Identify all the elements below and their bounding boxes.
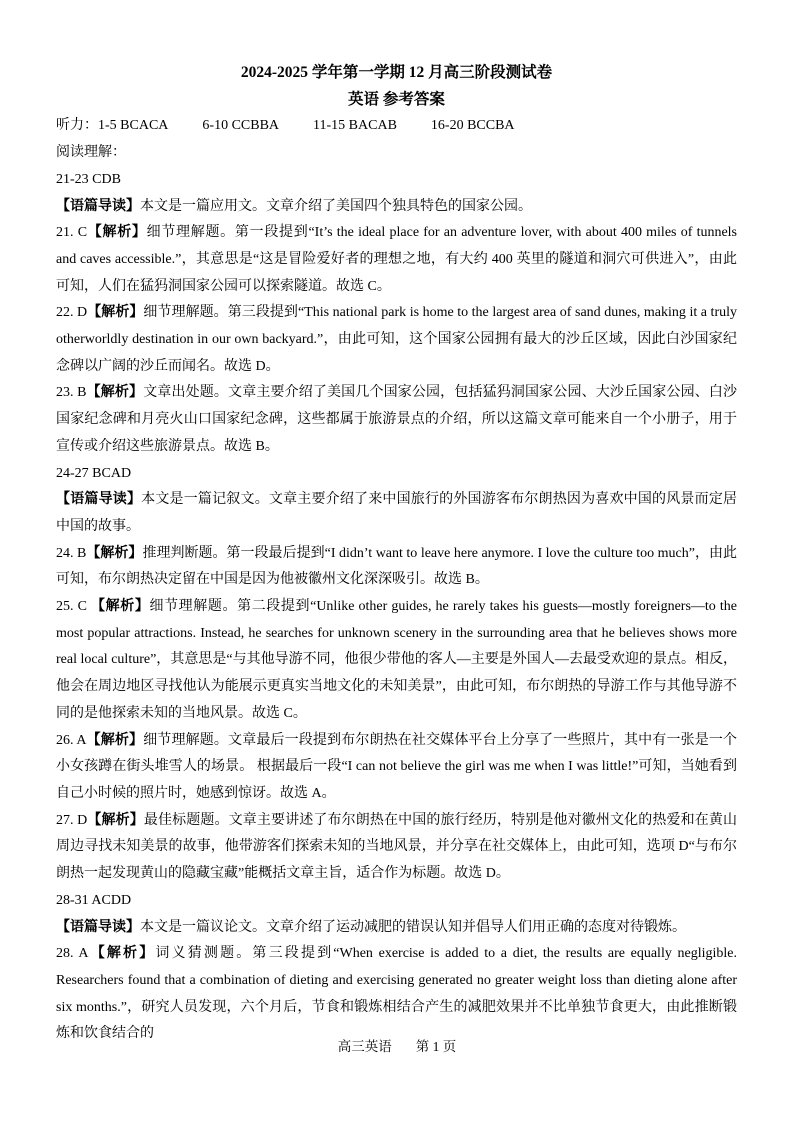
text-segment: 22. D xyxy=(56,305,88,321)
guide-28-31 xyxy=(56,915,737,942)
document-subtitle: 英语 参考答案 xyxy=(348,90,445,108)
explanation-27 xyxy=(56,808,737,888)
reading-paragraphs xyxy=(56,167,737,1048)
bold-label: 【解析】 xyxy=(87,225,147,241)
listening-label: 听力： xyxy=(56,118,98,134)
bold-label: 【解析】 xyxy=(86,545,143,561)
explanation-22 xyxy=(56,300,737,380)
explanation-23 xyxy=(56,380,737,460)
explanation-26 xyxy=(56,728,737,808)
text-segment: 24-27 BCAD xyxy=(56,465,132,481)
document-content xyxy=(56,60,737,1048)
page-footer xyxy=(0,1034,794,1060)
text-segment: 本文是一篇应用文。文章介绍了美国四个独具特色的国家公园。 xyxy=(140,198,532,214)
text-segment: 25. C xyxy=(56,599,92,615)
reading-section-label: 阅读理解： xyxy=(56,145,126,161)
explanation-28 xyxy=(56,941,737,1048)
text-segment: 推理判断题。第一段最后提到“I didn’t want to leave here anymore. I love the culture too much”，由此可知，布尔朗热决定留在中国是因为他被徽州文化深深吸引。故选 B。 xyxy=(56,545,738,588)
listening-group: 6-10 CCBBA xyxy=(202,118,280,134)
text-segment: 文章出处题。文章主要介绍了美国几个国家公园，包括猛犸洞国家公园、大沙丘国家公园、白沙国家纪念碑和月亮火山口国家纪念碑，这些都属于旅游景点的介绍，所以这篇文章可能来自一个小册子，用于宣传或介绍这些旅游景点。故选 B。 xyxy=(56,385,738,454)
bold-label: 【解析】 xyxy=(87,305,144,321)
footer-course: 高三英语 xyxy=(337,1039,392,1054)
text-segment: 28. A xyxy=(56,946,89,962)
text-segment: 细节理解题。第三段提到“This national park is home to the largest area of sand dunes, making it a truly otherworldly destination in our own backyard.”，由此可知，这个国家公园拥有最大的沙丘区域，因此白沙国家纪念碑以广阔的沙丘而闻名。故选 D。 xyxy=(56,305,737,374)
answers-24-27 xyxy=(56,461,737,488)
bold-label: 【解析】 xyxy=(91,599,150,615)
text-segment: 最佳标题题。文章主要讲述了布尔朗热在中国的旅行经历，特别是他对徽州文化的热爱和在黄山周边寻找未知美景的故事，他带游客们探索未知的当地风景，并分享在社交媒体上，由此可知，选项 D“与布尔朗热一起发现黄山的隐藏宝藏”能概括文章主旨，适合作为标题。故选 D。 xyxy=(56,812,737,882)
listening-groups xyxy=(98,118,515,133)
text-segment: 27. D xyxy=(56,812,88,828)
answers-28-31 xyxy=(56,888,737,915)
bold-label: 【解析】 xyxy=(86,385,144,401)
listening-group: 11-15 BACAB xyxy=(313,118,397,134)
guide-24-27 xyxy=(56,487,737,540)
text-segment: 28-31 ACDD xyxy=(56,892,132,908)
bold-label: 【语篇导读】 xyxy=(56,919,140,935)
document-title: 2024-2025 学年第一学期 12 月高三阶段测试卷 xyxy=(240,64,553,81)
guide-21-23 xyxy=(56,194,737,221)
bold-label: 【语篇导读】 xyxy=(56,198,140,214)
text-segment: 23. B xyxy=(56,385,87,401)
text-segment: 细节理解题。文章最后一段提到布尔朗热在社交媒体平台上分享了一些照片，其中有一张是一个小女孩蹲在街头堆雪人的场景。 根据最后一段“I can not believe the girl was me when I was little!”可知，当她看到自己小时候的照片时，她感到惊讶。故选 A。 xyxy=(56,732,738,801)
text-segment: 词义猜测题。第三段提到“When exercise is added to a diet, the results are equally negligible. Researchers found that a combination of dieting and exercising generated no greater weight loss than dieting alone after six months.”，研究人员发现，六个月后，节食和锻炼相结合产生的减肥效果并不比单独节食更大，由此推断锻炼和饮食结合的 xyxy=(56,946,737,1042)
explanation-24 xyxy=(56,541,737,594)
listening-group: 1-5 BCACA xyxy=(98,118,169,134)
text-segment: 24. B xyxy=(56,545,87,561)
answers-21-23 xyxy=(56,167,737,194)
listening-group: 16-20 BCCBA xyxy=(430,118,515,134)
bold-label: 【解析】 xyxy=(88,946,156,962)
explanation-21 xyxy=(56,220,737,300)
bold-label: 【解析】 xyxy=(86,732,144,748)
explanation-25 xyxy=(56,594,737,728)
text-segment: 细节理解题。第一段提到“It’s the ideal place for an adventure lover, with about 400 miles of tunnels and caves accessible.”，其意思是“这是冒险爱好者的理想之地，有大约 400 英里的隧道和洞穴可供进入”，由此可知，人们在猛犸洞国家公园可以探索隧道。故选 C。 xyxy=(56,225,738,294)
text-segment: 21-23 CDB xyxy=(56,171,121,187)
listening-answers-line xyxy=(56,113,737,140)
text-segment: 细节理解题。第二段提到“Unlike other guides, he rarely takes his guests—mostly foreigners—to the most popular attractions. Instead, he searches for unknown scenery in the surrounding area that he believes shows more real local culture”，其意思是“与其他导游不同，他很少带他的客人—主要是外国人—去最受欢迎的景点。相反，他会在周边地区寻找他认为能展示更真实当地文化的未知美景”，由此可知，布尔朗热的导游工作与其他导游不同的是他探索未知的当地风景。故选 C。 xyxy=(56,599,737,721)
text-segment: 21. C xyxy=(56,225,88,241)
bold-label: 【解析】 xyxy=(87,812,144,828)
text-segment: 26. A xyxy=(56,732,87,748)
footer-page-number: 第 1 页 xyxy=(415,1039,457,1054)
text-segment: 本文是一篇记叙文。文章主要介绍了来中国旅行的外国游客布尔朗热因为喜欢中国的风景而定居中国的故事。 xyxy=(56,492,738,534)
bold-label: 【语篇导读】 xyxy=(56,492,142,508)
text-segment: 本文是一篇议论文。文章介绍了运动减肥的错误认知并倡导人们用正确的态度对待锻炼。 xyxy=(140,919,686,935)
